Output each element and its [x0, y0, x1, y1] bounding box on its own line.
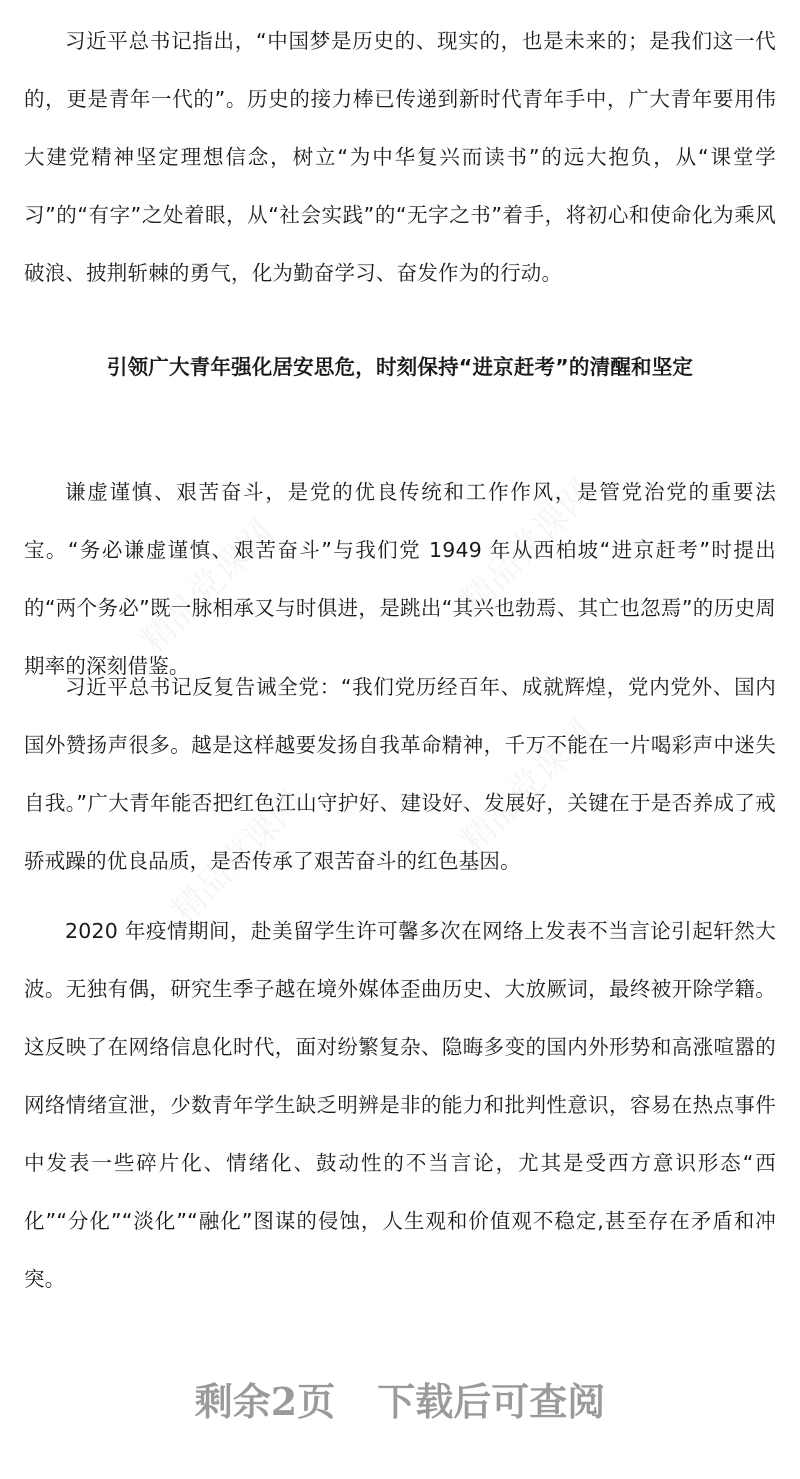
body-paragraph: 习近平总书记指出，“中国梦是历史的、现实的，也是未来的；是我们这一代的，更是青年一代的”。历史的接力棒已传递到新时代青年手中，广大青年要用伟大建党精神坚定理想信念，树立“为中华复兴而读书”的远大抱负，从“课堂学习”的“有字”之处着眼，从“社会实践”的“无字之书”着手，将初心和使命化为乘风破浪、披荆斩棘的勇气，化为勤奋学习、奋发作为的行动。 [24, 29, 776, 285]
download-prompt[interactable] [0, 1372, 800, 1432]
remaining-pages-label: 剩余2页 [194, 1379, 336, 1424]
body-paragraph: 谦虚谨慎、艰苦奋斗，是党的优良传统和工作作风，是管党治党的重要法宝。“务必谦虚谨慎、艰苦奋斗”与我们党 1949 年从西柏坡“进京赶考”时提出的“两个务必”既一脉相承又与时俱进，是跳出“其兴也勃焉、其亡也忽焉”的历史周期率的深刻借鉴。 [24, 480, 776, 678]
body-paragraph: 2020 年疫情期间，赴美留学生许可馨多次在网络上发表不当言论引起轩然大波。无独有偶，研究生季子越在境外媒体歪曲历史、大放厥词，最终被开除学籍。这反映了在网络信息化时代，面对纷繁复杂、隐晦多变的国内外形势和高涨喧嚣的网络情绪宣泄，少数青年学生缺乏明辨是非的能力和批判性意识，容易在热点事件中发表一些碎片化、情绪化、鼓动性的不当言论，尤其是受西方意识形态“西化”“分化”“淡化”“融化”图谋的侵蚀，人生观和价值观不稳定,甚至存在矛盾和冲突。 [24, 919, 776, 1291]
section-heading: 引领广大青年强化居安思危，时刻保持“进京赶考”的清醒和坚定 [106, 355, 694, 379]
body-paragraph: 习近平总书记反复告诫全党：“我们党历经百年、成就辉煌，党内党外、国内国外赞扬声很多。越是这样越要发扬自我革命精神，千万不能在一片喝彩声中迷失自我。”广大青年能否把红色江山守护好、建设好、发展好，关键在于是否养成了戒骄戒躁的优良品质，是否传承了艰苦奋斗的红色基因。 [24, 675, 776, 873]
download-hint-label: 下载后可查阅 [377, 1379, 606, 1424]
